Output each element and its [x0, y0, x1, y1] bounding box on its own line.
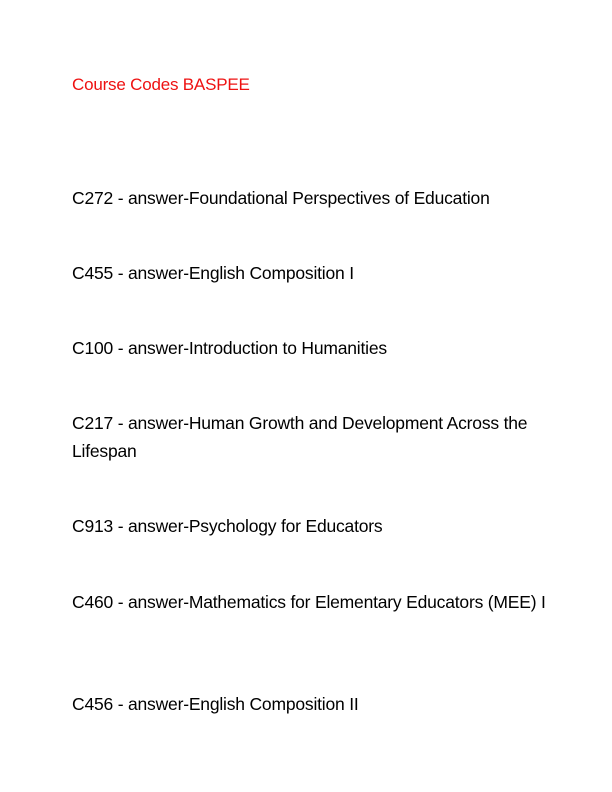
course-entry-c460: C460 - answer-Mathematics for Elementary Educators (MEE) I: [72, 592, 546, 612]
course-entry-c456: C456 - answer-English Composition II: [72, 694, 359, 714]
course-entry-c100: C100 - answer-Introduction to Humanities: [72, 338, 387, 358]
document-title: Course Codes BASPEE: [72, 75, 250, 94]
course-entry-c217: C217 - answer-Human Growth and Development Across the Lifespan: [72, 413, 528, 461]
course-entry-c272: C272 - answer-Foundational Perspectives of Education: [72, 188, 490, 208]
course-entry-c913: C913 - answer-Psychology for Educators: [72, 516, 383, 536]
course-entry-c455: C455 - answer-English Composition I: [72, 263, 354, 283]
